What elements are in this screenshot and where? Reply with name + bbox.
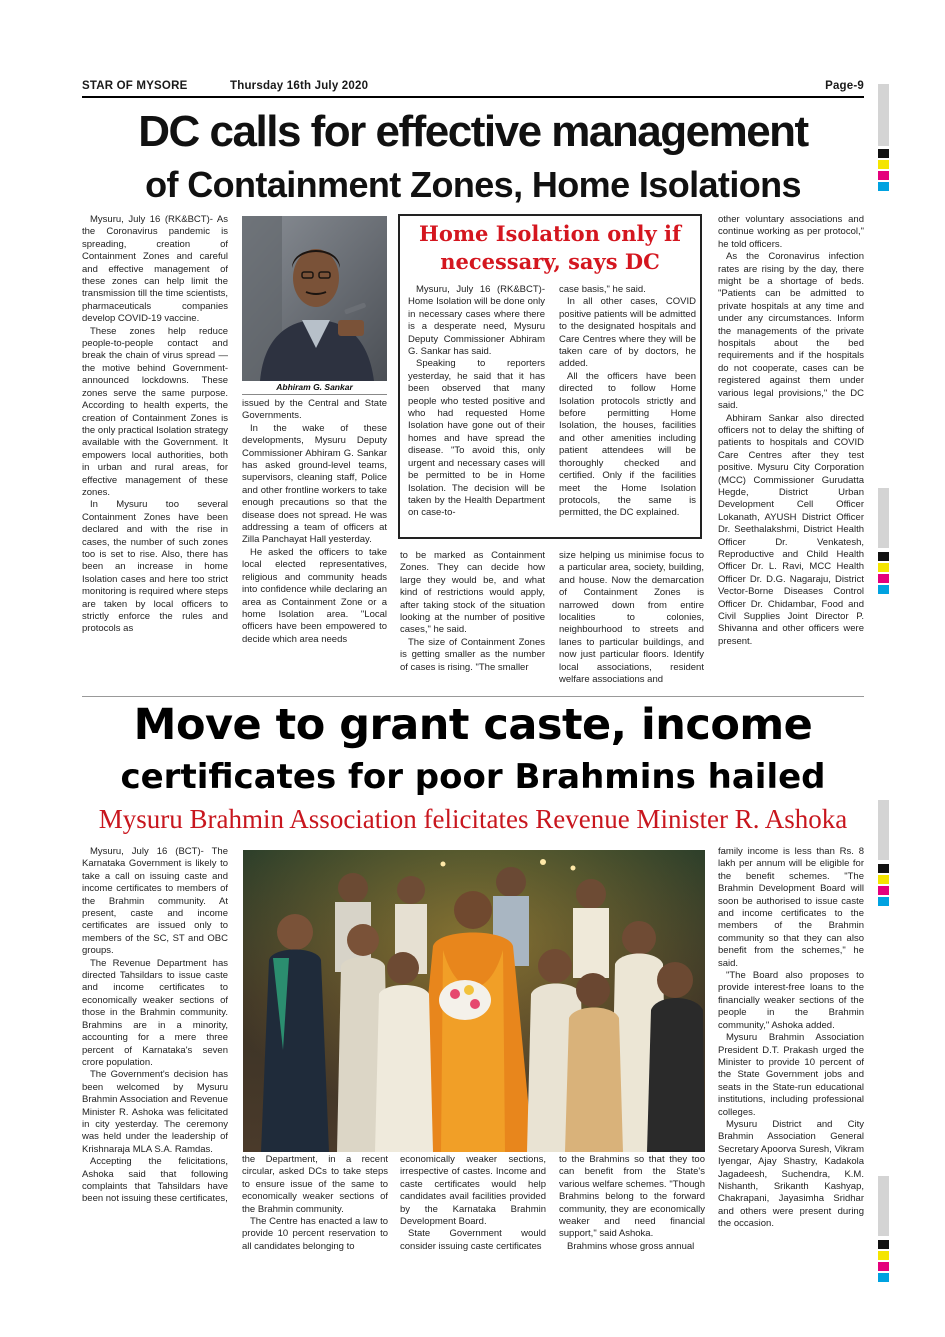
- felicitation-group-photo: [243, 850, 705, 1152]
- page-header: [82, 78, 864, 96]
- paragraph: family income is less than Rs. 8 lakh per annum will be eligible for the benefit schemes. "The Brahmin Development Board will soon be authorised to issue caste and income certificates to the members of the Brahmin community so that they can also benefit from the schemes," he said.: [718, 846, 864, 969]
- story2-headline-line2: certificates for poor Brahmins hailed: [120, 757, 826, 797]
- registration-swatch-magenta: [878, 171, 889, 180]
- registration-swatch-yellow: [878, 1251, 889, 1260]
- story2-column-5: [718, 846, 864, 1270]
- paragraph: "The Board also proposes to provide interest-free loans to the financially weaker sections of the people in the Brahmin community," Ashoka added.: [718, 970, 864, 1031]
- paragraph: As the Coronavirus infection rates are rising by the day, there might be a shortage of beds. "Patients can be admitted to private hospitals at any time and under any circumstances. Inform the managements of the private hospitals about the bed requirements and if the hospitals do not cooperate, cases can be registered against them under various legal provisions," the DC said.: [718, 251, 864, 412]
- boxed-story-title: [400, 220, 700, 276]
- paragraph: other voluntary associations and continue working as per protocol," he told officers.: [718, 214, 864, 250]
- paragraph: The Centre has enacted a law to provide 10 percent reservation to all candidates belonging to: [242, 1216, 388, 1252]
- photo-caption: Abhiram G. Sankar: [242, 381, 387, 395]
- story1-column-1: [82, 214, 228, 690]
- story1-column-4: [559, 550, 704, 690]
- paragraph: Speaking to reporters yesterday, he said that it has been observed that many people who tested positive and who had requested Home Isolation have gone out of their homes and have spread the disease. "To avoid this, only urgent and necessary cases will be permitted to be in Home Isolation. The decision will be taken by the Health Department on case-to-: [408, 358, 545, 519]
- story1-column-5: [718, 214, 864, 690]
- paragraph: economically weaker sections, irrespective of castes. Income and caste certificates would help candidates avail facilities provided by the Karnataka Brahmin Development Board.: [400, 1154, 546, 1228]
- registration-swatch-yellow: [878, 160, 889, 169]
- boxed-title-line2: necessary, says DC: [440, 249, 660, 274]
- paragraph: Mysuru Brahmin Association President D.T. Prakash urged the Minister to provide 10 percent of the State Government jobs and seats in the State-run educational institutions, including professional colleges.: [718, 1032, 864, 1118]
- registration-swatch-cyan: [878, 1273, 889, 1282]
- paragraph: He asked the officers to take local elected representatives, religious and community heads into confidence while declaring an area as Containment Zone or a home Isolation area. "Local officers have been empowered to decide which area needs: [242, 546, 387, 645]
- paragraph: In all other cases, COVID positive patients will be admitted to the designated hospitals and Care Centres where they will be taken care of by doctors, he added.: [559, 296, 696, 370]
- registration-bar-grey: [878, 488, 889, 548]
- page-number: Page-9: [825, 80, 864, 92]
- paragraph: The Revenue Department has directed Tahsildars to issue caste and income certificates to economically weaker sections of those in the Brahmin community. Brahmins are in a minority, accounting for a mere three percent of Karnataka's seven crore population.: [82, 957, 228, 1068]
- paragraph: Brahmins whose gross annual: [567, 1240, 695, 1252]
- paragraph: All the officers have been directed to follow Home Isolation protocols strictly and before permitting Home Isolation, the houses, facilities and other amenities including patient attendees will be thoroughly checked and certified. Only if the facilities meet the Home Isolation protocols, the same is permitted, the DC explained.: [559, 370, 696, 519]
- registration-swatch-black: [878, 1240, 889, 1249]
- paragraph: the Department, in a recent circular, asked DCs to take steps to ensure issue of the same to economically weaker sections of the Brahmin community.: [242, 1154, 388, 1215]
- section-divider: [82, 696, 864, 697]
- story2-column-4: [559, 1154, 705, 1270]
- paragraph: In Mysuru too several Containment Zones have been declared and with the rise in cases, the number of such zones too is set to rise. Also, there has been an increase in home Isolation cases and here too strict monitoring is required where steps are taken by local officers to strictly enforce the rules and protocols as: [82, 499, 228, 635]
- paragraph: In the wake of these developments, Mysuru Deputy Commissioner Abhiram G. Sankar has asked ground-level teams, supervisors, cleaning staff, Police and other frontline workers to take enough precautions so that the disease does not spread. He was addressing a team of officers at Zilla Panchayat Hall yesterday.: [242, 422, 387, 546]
- registration-swatch-yellow: [878, 563, 889, 572]
- registration-swatch-magenta: [878, 1262, 889, 1271]
- paragraph: Mysuru, July 16 (RK&BCT)- Home Isolation will be done only in necessary cases where there is a desperate need, Mysuru Deputy Commissioner Abhiram G. Sankar has said.: [408, 284, 545, 358]
- registration-swatch-black: [878, 149, 889, 158]
- story1-column-2: [242, 398, 387, 690]
- story1-column-3: [400, 550, 545, 690]
- paragraph: to the Brahmins so that they too can benefit from the State's various welfare schemes. "Though Brahmins belong to the forward community, they are economically weaker and need financial support," said Ashoka.: [559, 1154, 705, 1240]
- paragraph: case basis," he said.: [559, 284, 646, 295]
- dc-portrait-photo: [242, 216, 387, 381]
- registration-swatch-black: [878, 864, 889, 873]
- boxed-story-column-a: [408, 284, 545, 534]
- registration-bar-grey: [878, 800, 889, 860]
- story2-column-2: [242, 1154, 388, 1270]
- registration-swatch-cyan: [878, 897, 889, 906]
- paragraph: Abhiram Sankar also directed officers not to delay the shifting of patients to hospitals and COVID Care Centres after they test positive. Mysuru City Corporation (MCC) Commissioner Gurudatta Hegde, District Urban Development Cell Officer Lokanath, AYUSH District Officer Dr. Seethalakshmi, District Health Officer Dr. Venkatesh, Reproductive and Child Health Officer Dr. L. Ravi, MCC Health Officer Dr. D.G. Nagaraju, District Vector-Borne Diseases Control Officer Dr. Chidambar, Food and Civil Supplies Joint Director P. Shivanna and other officers were present.: [718, 412, 864, 647]
- paragraph: The size of Containment Zones is getting smaller as the number of cases is rising. "The smaller: [400, 636, 545, 673]
- paragraph: issued by the Central and State Governments.: [242, 398, 387, 422]
- issue-date: Thursday 16th July 2020: [230, 80, 369, 92]
- story2-headline-line1: Move to grant caste, income: [133, 700, 813, 750]
- boxed-story-column-b: [559, 284, 696, 534]
- registration-bar-grey: [878, 84, 889, 146]
- paragraph: The Government's decision has been welcomed by Mysuru Brahmin Association and Revenue Minister R. Ashoka was felicitated in city yesterday. The ceremony was held under the leadership of Krishnaraja MLA S.A. Ramdas.: [82, 1069, 228, 1155]
- story1-headline-line1: DC calls for effective management: [138, 107, 808, 156]
- boxed-title-line1: Home Isolation only if: [418, 221, 682, 246]
- registration-swatch-cyan: [878, 585, 889, 594]
- publication-name: STAR OF MYSORE: [82, 80, 188, 92]
- story2-subheadline: Mysuru Brahmin Association felicitates Revenue Minister R. Ashoka: [98, 804, 848, 834]
- registration-swatch-cyan: [878, 182, 889, 191]
- story1-headline-line2: of Containment Zones, Home Isolations: [145, 164, 801, 205]
- registration-swatch-black: [878, 552, 889, 561]
- paragraph: Mysuru District and City Brahmin Association General Secretary Apoorva Suresh, Vikram Iyengar, Ajay Shastry, Kadakola Jagadeesh, Suchendra, K.M. Nishanth, Srikanth Kashyap, Chakrapani, Jayasimha Sridhar and others were present during the occasion.: [718, 1118, 864, 1230]
- registration-bar-grey: [878, 1176, 889, 1236]
- story2-column-3: [400, 1154, 546, 1270]
- story2-column-1: [82, 846, 228, 1270]
- paragraph: State Government would consider issuing caste certificates: [400, 1228, 546, 1252]
- paragraph: Mysuru, July 16 (RK&BCT)- As the Coronavirus pandemic is spreading, creation of Containment Zones and careful and effective management of these zones can help limit the transmission till the time scientists, pharmaceuticals companies develop COVID-19 vaccine.: [82, 214, 228, 325]
- paragraph: Mysuru, July 16 (BCT)- The Karnataka Government is likely to take a call on issuing caste and income certificates to members of the Brahmin community. At present, caste and income certificates are issued only to members of the SC, ST and OBC groups.: [82, 846, 228, 957]
- registration-swatch-magenta: [878, 886, 889, 895]
- paragraph: Accepting the felicitations, Ashoka said that following complaints that Tahsildars have been not issuing these certificates,: [82, 1156, 228, 1205]
- header-rule: [82, 96, 864, 98]
- paragraph: These zones help reduce people-to-people contact and break the chain of virus spread — the motive behind Government-announced lockdowns. These zones serve the same purpose. According to health experts, the creation of Containment Zones is the only practical Isolation strategy available with the Government. It empowers local authorities, both in urban and rural areas, for effective management of these zones.: [82, 325, 228, 498]
- paragraph: size helping us minimise focus to a particular area, society, building, and house. Now the demarcation of Containment Zones is narrowed down from entire localities to colonies, neighbourhood to streets and lanes to particular buildings, and now just particular floors. Identify local associations, resident welfare associations and: [559, 550, 704, 686]
- registration-swatch-magenta: [878, 574, 889, 583]
- paragraph: to be marked as Containment Zones. They can decide how large they would be, and what kind of restrictions would apply, after taking stock of the situation looking at the number of positive cases," he said.: [400, 550, 545, 636]
- registration-swatch-yellow: [878, 875, 889, 884]
